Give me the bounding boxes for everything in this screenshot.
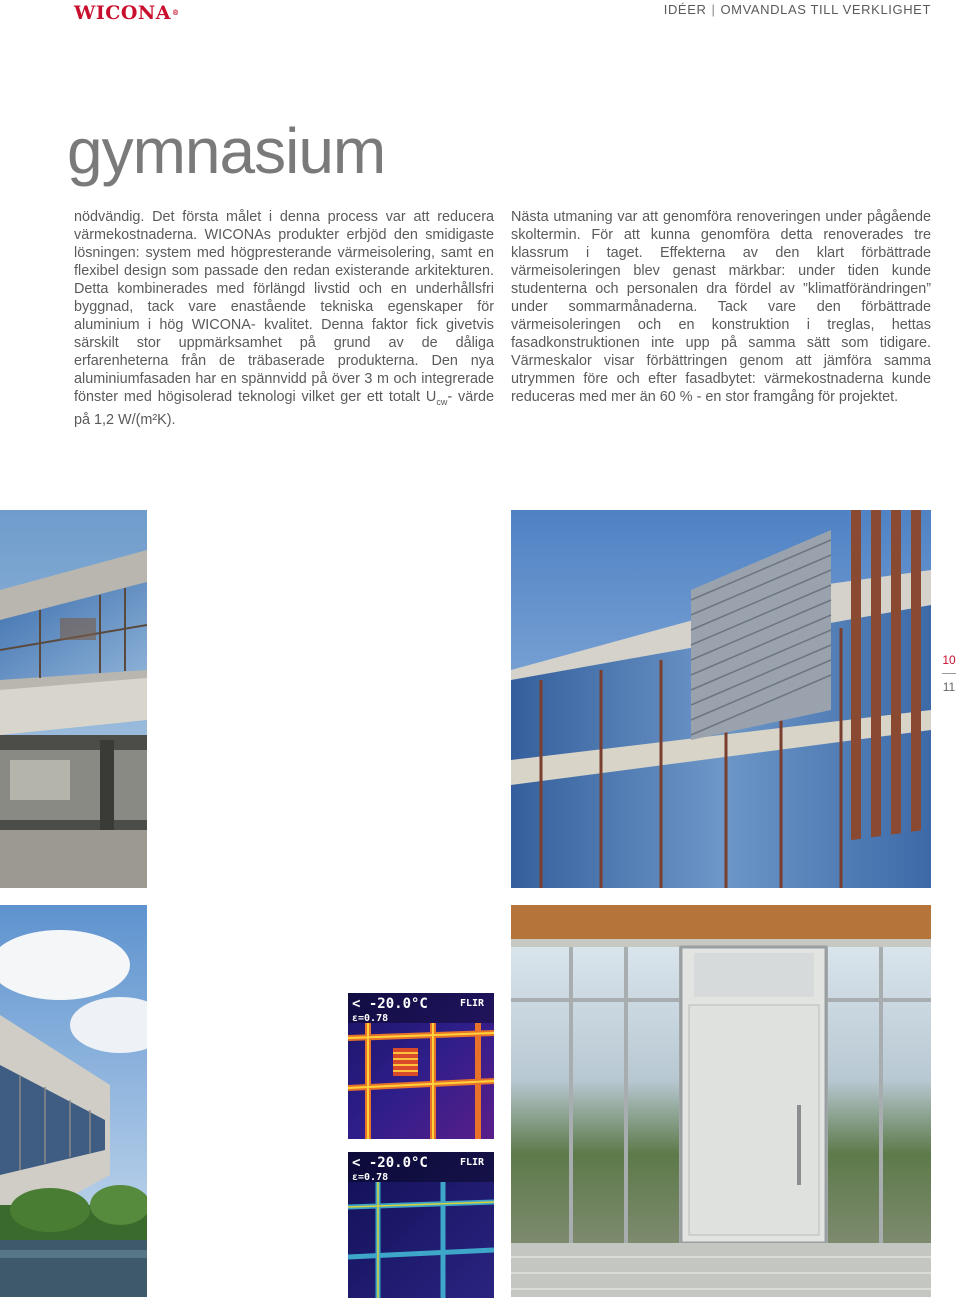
thermal-brand-label: FLIR bbox=[460, 1157, 485, 1168]
thermal-emissivity-label: ε=0.78 bbox=[352, 1172, 389, 1183]
body-text-right: Nästa utmaning var att genomföra renoveringen under pågående skoltermin. För att kunna genomföra detta renoverades tre klassrum i taget. Effekterna av den klart förbättrade värmeisoleringen blev genast märkbar: under tiden kunde studenterna och personalen dra fördel av ”klimatförändringen” under sommarmånaderna. Tack vare den förbättrade värmeisoleringen och en konstruktion i treglas, hettas fasadkonstruktionen inte upp på samma sätt som tidigare. Värmeskalor visar förbättringen genom att jämföra samma utrymmen före och efter fasadbytet: värmekostnaderna kunde reduceras med mer än 60 % - en stor framgång för projektet. bbox=[511, 209, 931, 405]
photo-entrance-door bbox=[511, 905, 931, 1297]
body-text-left bbox=[74, 208, 494, 429]
u-subscript: cw bbox=[436, 397, 448, 407]
section-header bbox=[664, 2, 931, 17]
thermal-brand-label: FLIR bbox=[460, 998, 485, 1009]
thermal-image-after bbox=[348, 1152, 494, 1298]
header-divider: | bbox=[711, 2, 716, 17]
thermal-temp-label: < -20.0°C bbox=[352, 1155, 428, 1171]
body-text-left-main: nödvändig. Det första målet i denna process var att reducera värmekostnaderna. WICONAs produkter erbjöd den smidigaste lösningen: system med högpresterande värmeisolering, samt en flexibel design som passade den redan existerande arkitekturen. Detta kombinerades med förlängd livstid och en underhållsfri byggnad, tack vare enastående tekniska egenskaper för aluminium i hög WICONA- kvalitet. Denna faktor fick givetvis särskilt stor uppmärksamhet på grund av de dåliga erfarenheterna från de träbaserade produkterna. Den nya aluminiumfasaden har en spännvidd på över 3 m och integrerade fönster med högisolerad teknologi vilket ger ett totalt U bbox=[74, 209, 494, 405]
page-number-indicator bbox=[942, 652, 956, 695]
photo-exterior-trees bbox=[0, 905, 147, 1297]
page-number-left: 10 bbox=[942, 653, 956, 667]
section-right-label: OMVANDLAS TILL VERKLIGHET bbox=[720, 2, 931, 17]
page-number-divider bbox=[942, 673, 956, 674]
thermal-emissivity-label: ε=0.78 bbox=[352, 1013, 389, 1024]
photo-facade-louvers bbox=[511, 510, 931, 888]
page-title: gymnasium bbox=[67, 115, 386, 187]
thermal-temp-label: < -20.0°C bbox=[352, 996, 428, 1012]
thermal-image-before bbox=[348, 993, 494, 1139]
page-number-right: 11 bbox=[942, 680, 956, 694]
wicona-logo: WICONA® bbox=[74, 2, 180, 24]
body-text-left-end: - värde på 1,2 W/(m²K). bbox=[74, 389, 494, 428]
section-left-label: IDÉER bbox=[663, 2, 707, 17]
photo-building-overhang bbox=[0, 510, 147, 888]
